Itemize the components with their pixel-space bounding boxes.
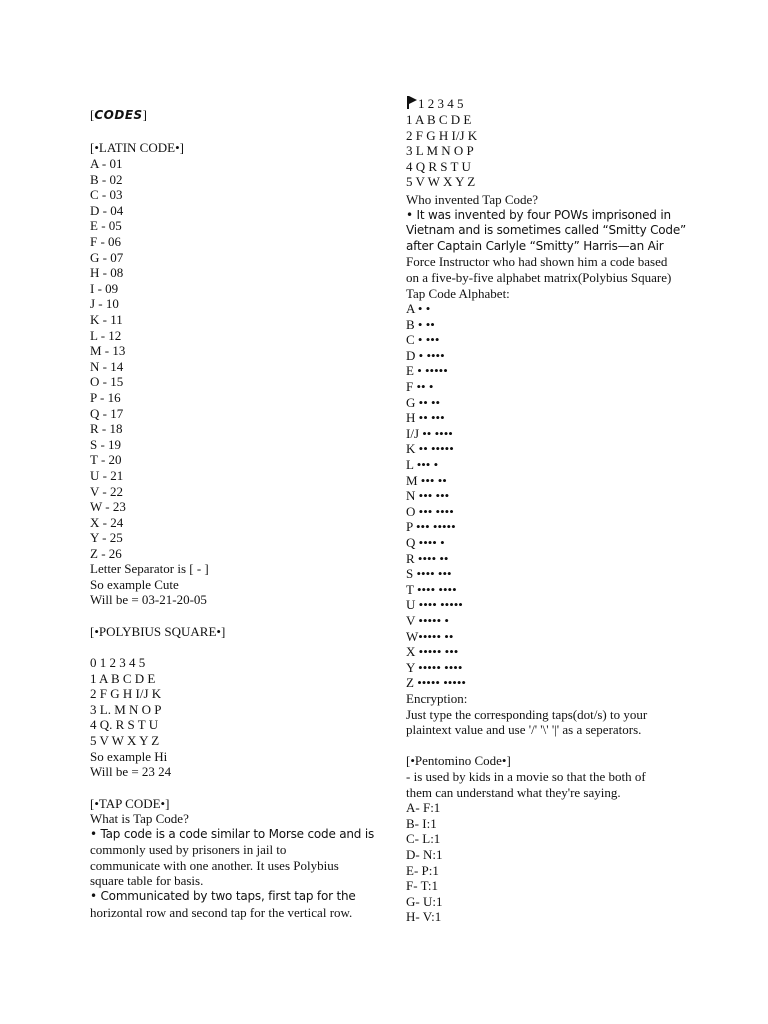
tap-grid-row: 2 F G H I/J K (406, 127, 478, 143)
latin-code-item: F - 06 (90, 234, 122, 249)
latin-code-item: D - 04 (90, 202, 124, 218)
latin-code-item: G - 07 (90, 249, 124, 265)
latin-note-line: Letter Separator is [ - ] (90, 561, 209, 576)
tap-alphabet-item: G •• •• (406, 394, 441, 410)
tap-alphabet-item: I/J •• •••• (406, 425, 453, 441)
tap-alphabet-item: Q •••• • (406, 535, 445, 550)
pentomino-line: B- I:1 (406, 815, 437, 831)
pentomino-line: F- T:1 (406, 878, 438, 894)
polybius-row: 4 Q. R S T U (90, 717, 159, 733)
latin-code-item: I - 09 (90, 280, 119, 296)
tap-grid-row: 1 A B C D E (406, 112, 472, 127)
latin-code-item: Y - 25 (90, 530, 123, 546)
pentomino-line: C- L:1 (406, 831, 441, 847)
tap-alphabet-item: R •••• •• (406, 550, 449, 566)
latin-code-heading: [•LATIN CODE•] (90, 140, 184, 155)
tap-alphabet-item: W••••• •• (406, 628, 454, 644)
tap-code-line: communicate with one another. It uses Polybius (90, 857, 339, 873)
tap-alphabet-item: S •••• ••• (406, 566, 452, 582)
latin-note-line: Will be = 03-21-20-05 (90, 592, 207, 608)
pentomino-line: G- U:1 (406, 893, 443, 909)
latin-code-item: H - 08 (90, 265, 124, 281)
tap-alphabet-item: E • ••••• (406, 363, 448, 379)
latin-code-item: C - 03 (90, 187, 123, 203)
tap-alphabet-item: V ••••• • (406, 613, 449, 628)
tap-history-line: • It was invented by four POWs imprisoned in (406, 207, 671, 222)
latin-code-item: O - 15 (90, 374, 124, 390)
tap-alphabet-item: L ••• • (406, 457, 439, 472)
tap-alphabet-item: M ••• •• (406, 472, 447, 488)
tap-alphabet-item: B • •• (406, 316, 435, 332)
tap-alphabet-item: U •••• ••••• (406, 597, 463, 613)
tap-history-line: Tap Code Alphabet: (406, 285, 510, 301)
tap-alphabet-item: F •• • (406, 379, 434, 394)
latin-code-item: N - 14 (90, 358, 124, 374)
polybius-row: Will be = 23 24 (90, 764, 172, 780)
tap-grid-row: 3 L M N O P (406, 143, 474, 159)
latin-code-item: B - 02 (90, 171, 123, 187)
tap-alphabet-item: D • •••• (406, 347, 445, 363)
codes-title: [CODES] (90, 107, 147, 122)
tap-grid-header: 1 2 3 4 5 (406, 96, 464, 112)
polybius-row: 5 V W X Y Z (90, 733, 160, 748)
tap-alphabet-item: A • • (406, 301, 431, 316)
tap-alphabet-item: N ••• ••• (406, 488, 450, 504)
latin-code-item: L - 12 (90, 327, 122, 343)
tap-alphabet-item: X ••••• ••• (406, 644, 459, 660)
encryption-line: Just type the corresponding taps(dot/s) to your (406, 706, 648, 722)
polybius-row: So example Hi (90, 748, 168, 764)
pentomino-line: H- V:1 (406, 909, 442, 925)
tap-history-line: Who invented Tap Code? (406, 192, 539, 207)
pentomino-line: E- P:1 (406, 862, 439, 878)
latin-note-line: So example Cute (90, 576, 179, 592)
polybius-row: 3 L. M N O P (90, 701, 162, 717)
tap-alphabet-item: O ••• •••• (406, 503, 454, 519)
tap-history-line: after Captain Carlyle “Smitty” Harris—an Air (406, 238, 664, 253)
pentomino-heading: [•Pentomino Code•] (406, 753, 511, 768)
latin-code-item: T - 20 (90, 452, 122, 468)
latin-code-item: A - 01 (90, 156, 123, 171)
pentomino-line: - is used by kids in a movie so that the both of (406, 769, 646, 784)
tap-code-line: What is Tap Code? (90, 811, 189, 826)
tap-code-line: horizontal row and second tap for the vertical row. (90, 904, 353, 920)
tap-alphabet-item: K •• ••••• (406, 441, 454, 457)
latin-code-item: U - 21 (90, 468, 124, 483)
latin-code-item: X - 24 (90, 514, 124, 530)
latin-code-item: Z - 26 (90, 546, 122, 561)
tap-history-line: Vietnam and is sometimes called “Smitty Code” (406, 223, 687, 238)
pentomino-line: A- F:1 (406, 800, 441, 816)
latin-code-item: M - 13 (90, 343, 126, 359)
latin-code-item: V - 22 (90, 483, 123, 499)
tap-alphabet-item: P ••• ••••• (406, 519, 456, 535)
latin-code-item: K - 11 (90, 312, 123, 327)
polybius-heading: [•POLYBIUS SQUARE•] (90, 624, 226, 639)
tap-code-line: commonly used by prisoners in jail to (90, 842, 287, 858)
tap-code-line: • Tap code is a code similar to Morse code and is (90, 826, 375, 841)
latin-code-item: P - 16 (90, 390, 121, 405)
polybius-row: 1 A B C D E (90, 670, 156, 686)
tap-history-line: on a five-by-five alphabet matrix(Polybius Square) (406, 270, 672, 285)
latin-code-item: J - 10 (90, 296, 119, 312)
tap-code-heading: [•TAP CODE•] (90, 796, 170, 811)
tap-history-line: Force Instructor who had shown him a code based (406, 254, 668, 270)
polybius-row: 2 F G H I/J K (90, 686, 162, 702)
flag-icon (406, 96, 416, 109)
latin-code-item: E - 05 (90, 218, 122, 234)
polybius-row: 0 1 2 3 4 5 (90, 655, 146, 670)
latin-code-item: S - 19 (90, 436, 122, 452)
tap-grid-row: 5 V W X Y Z (406, 174, 476, 190)
tap-alphabet-item: T •••• •••• (406, 581, 457, 597)
tap-alphabet-item: Z ••••• ••••• (406, 675, 466, 691)
pentomino-line: them can understand what they're saying. (406, 784, 621, 800)
encryption-line: Encryption: (406, 691, 468, 706)
tap-grid-row: 4 Q R S T U (406, 158, 471, 174)
tap-alphabet-item: C • ••• (406, 332, 440, 348)
encryption-line: plaintext value and use '/' '\' '|' as a seperators. (406, 722, 642, 738)
tap-alphabet-item: Y ••••• •••• (406, 659, 463, 675)
latin-code-item: R - 18 (90, 421, 123, 437)
tap-code-line: • Communicated by two taps, first tap for the (90, 889, 356, 903)
latin-code-item: W - 23 (90, 499, 126, 515)
tap-alphabet-item: H •• ••• (406, 410, 445, 426)
pentomino-line: D- N:1 (406, 847, 443, 862)
tap-code-line: square table for basis. (90, 873, 204, 889)
latin-code-item: Q - 17 (90, 405, 124, 421)
